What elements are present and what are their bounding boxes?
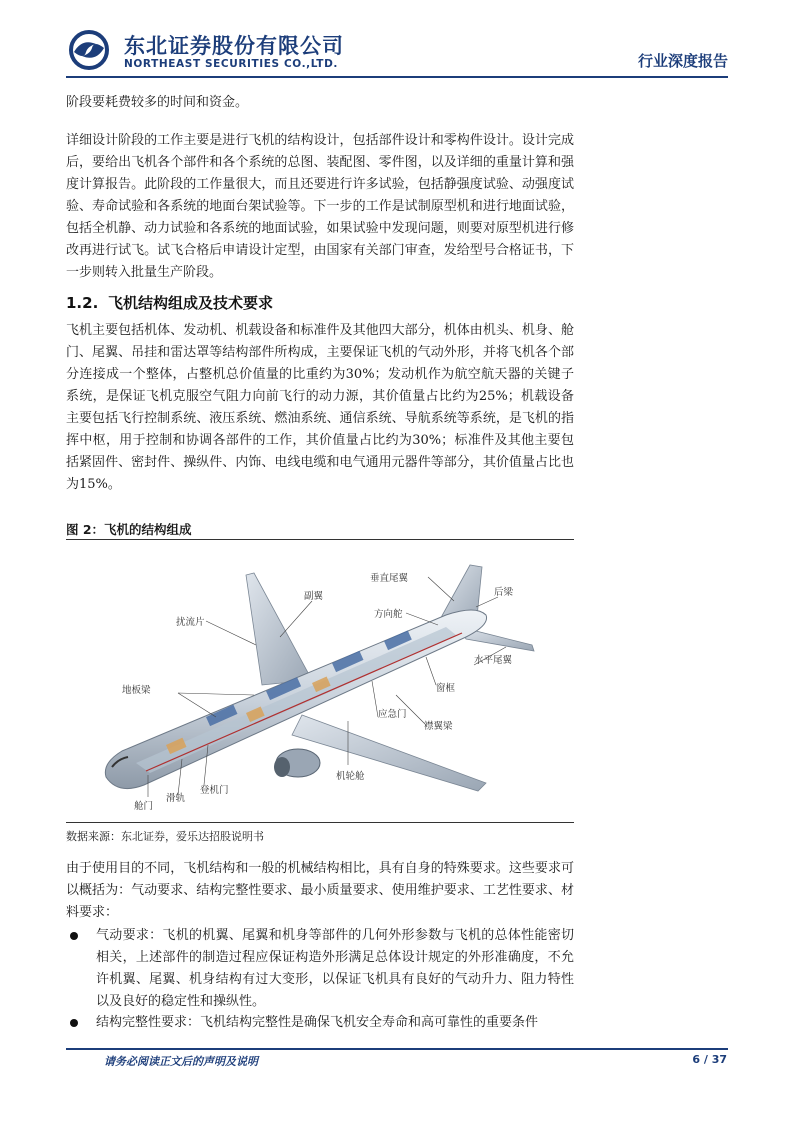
paragraph-4: 由于使用目的不同，飞机结构和一般的机械结构相比，具有自身的特殊要求。这些要求可以概括为：气动要求、结构完整性要求、最小质量要求、使用维护要求、工艺性要求、材料要求： (66, 861, 574, 920)
figure-title: 图 2：飞机的结构组成 (66, 522, 192, 537)
label-aileron: 副翼 (304, 591, 324, 602)
lower-wing (292, 715, 486, 791)
page-header (66, 26, 728, 74)
label-vertical-tail: 垂直尾翼 (370, 573, 409, 584)
paragraph-1: 阶段要耗费较多的时间和资金。 (66, 95, 249, 110)
bullet-text-aero: 气动要求：飞机的机翼、尾翼和机身等部件的几何外形参数与飞机的总体性能密切相关，上述部件的制造过程应保证构造外形满足总体设计规定的外形准确度，不允许机翼、尾翼、机身结构有过大变形，以保证飞机具有良好的气动升力、阻力特性以及良好的稳定性和操纵性。 (96, 928, 574, 1009)
paragraph-3: 飞机主要包括机体、发动机、机载设备和标准件及其他四大部分，机体由机头、机身、舱门、尾翼、吊挂和雷达罩等结构部件所构成，主要保证飞机的气动外形，并将飞机各个部分连接成一个整体，占整机总价值量的比重约为30%；发动机作为航空航天器的关键子系统，是保证飞机克服空气阻力向前飞行的动力源，其价值量占比约为25%；机载设备主要包括飞行控制系统、液压系统、燃油系统、通信系统、导航系统等系统，是飞机的指挥中枢，用于控制和协调各部件的工作，其价值量占比约为30%；标准件及其他主要包括紧固件、密封件、操纵件、内饰、电线电缆和电气通用元器件等部分，其价值量占比也为15%。 (66, 323, 574, 492)
label-rudder: 方向舵 (374, 609, 403, 620)
label-floor-beam: 地板梁 (122, 685, 151, 696)
paragraph-2: 详细设计阶段的工作主要是进行飞机的结构设计，包括部件设计和零构件设计。设计完成后，要给出飞机各个部件和各个系统的总图、装配图、零件图，以及详细的重量计算和强度计算报告。此阶段的工作量很大，而且还要进行许多试验，包括静强度试验、动强度试验、寿命试验和各系统的地面台架试验等。下一步的工作是试制原型机和进行地面试验，包括全机静、动力试验和各系统的地面试验，如果试验中发现问题，则要对原型机进行修改再进行试飞。试飞合格后申请设计定型，由国家有关部门审查，发给型号合格证书，下一步则转入批量生产阶段。 (66, 133, 574, 280)
upper-wing (246, 573, 312, 685)
label-emergency-door: 应急门 (378, 709, 407, 720)
section-number: 1.2. (66, 294, 99, 312)
figure-source: 数据来源：东北证券，爱乐达招股说明书 (66, 830, 264, 843)
figure-top-rule (66, 539, 574, 540)
bullet-text-structural: 结构完整性要求：飞机结构完整性是确保飞机安全寿命和高可靠性的重要条件 (96, 1015, 539, 1030)
figure-area (66, 545, 574, 820)
report-type: 行业深度报告 (637, 52, 728, 70)
label-spoiler: 扰流片 (176, 617, 205, 628)
engine-intake (274, 757, 290, 777)
footer-disclaimer: 请务必阅读正文后的声明及说明 (104, 1055, 258, 1068)
page-number: 6 / 37 (692, 1053, 727, 1066)
company-logo-icon (66, 30, 112, 70)
label-wheel-well: 机轮舱 (336, 771, 365, 782)
section-title: 飞机结构组成及技术要求 (108, 294, 274, 312)
label-flap-beam: 襟翼梁 (424, 721, 453, 732)
company-name-en: NORTHEAST SECURITIES CO.,LTD. (124, 58, 338, 70)
label-window-frame: 窗框 (436, 683, 456, 694)
footer-divider (66, 1048, 728, 1050)
label-slide-rail: 滑轨 (166, 793, 186, 804)
bullet-dot-icon (70, 1019, 78, 1027)
label-horizontal-tail: 水平尾翼 (474, 655, 513, 666)
figure-bottom-rule (66, 822, 574, 823)
bullet-dot-icon (70, 932, 78, 940)
label-rear-spar: 后梁 (494, 587, 514, 598)
airplane-structure-illustration (66, 545, 574, 820)
section-heading (66, 292, 273, 313)
company-name-cn: 东北证券股份有限公司 (124, 34, 344, 58)
label-hatch-door: 舱门 (134, 801, 154, 812)
label-boarding-door: 登机门 (200, 785, 229, 796)
header-divider (66, 76, 728, 78)
